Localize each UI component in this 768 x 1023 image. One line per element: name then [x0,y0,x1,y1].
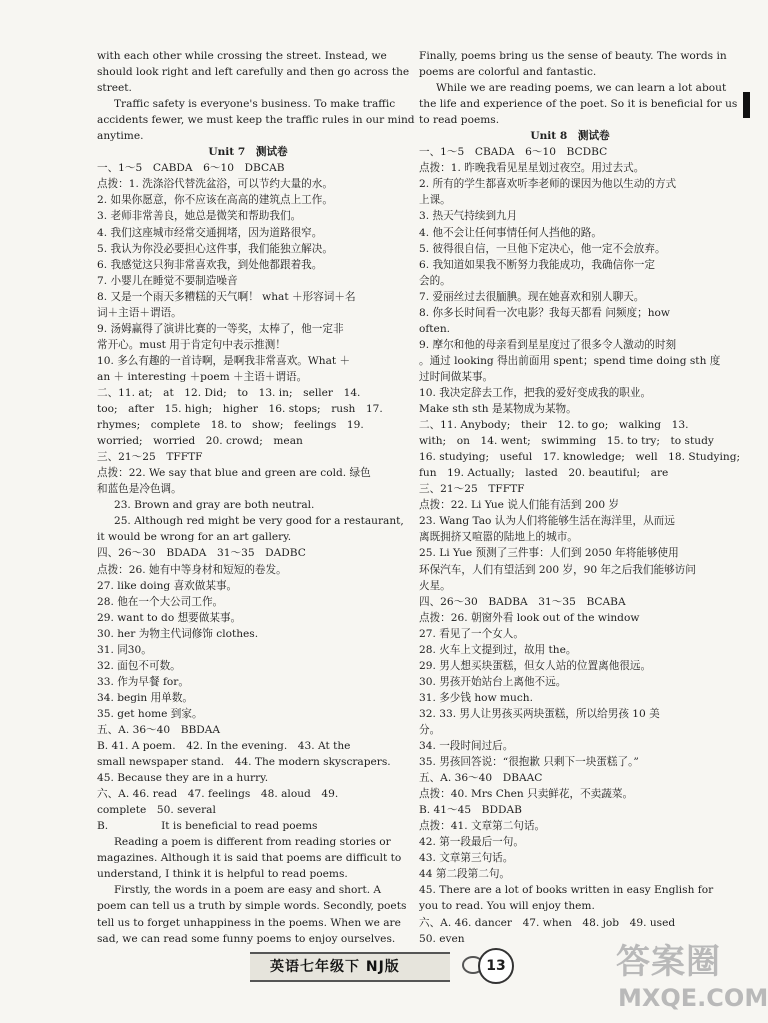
text-line: 常开心。must 用于肯定句中表示推测！ [97,338,286,351]
text-line: 42. 第一段最后一句。 [419,836,524,849]
footer-book-title: 英语七年级下 NJ版 [270,959,400,975]
text-line: 8. 又是一个雨天多糟糕的天气啊！ what ＋形容词＋名 [97,290,356,303]
text-line: 7. 小婴儿在睡觉不要制造噪音 [97,274,238,287]
text-line: Make sth sth 是某物成为某物。 [419,403,577,416]
text-line: 一、1～5 CBADA 6～10 BCDBC [419,146,608,159]
text-line: 29. want to do 想要做某事。 [97,611,242,624]
text-line: 4. 他不会让任何事情任何人挡他的路。 [419,226,602,239]
text-line: 7. 爱丽丝过去很腼腆。现在她喜欢和别人聊天。 [419,290,645,303]
section-heading: Unit 8 测试卷 [530,130,610,143]
text-line: 29. 男人想买块蛋糕，但女人站的位置离他很远。 [419,659,652,672]
text-line: 点拨：22. Li Yue 说人们能有活到 200 岁 [419,499,620,512]
text-line: 过时间做某事。 [419,370,494,383]
text-line: 9. 汤姆赢得了演讲比赛的一等奖，太棒了，他一定非 [97,322,344,335]
text-line: 点拨：40. Mrs Chen 只卖鲜花，不卖蔬菜。 [419,788,634,801]
text-line: 9. 摩尔和他的母亲看到星星度过了很多令人激动的时刻 [419,338,677,351]
text-line: small newspaper stand. 44. The modern skyscrapers. [97,756,391,769]
text-line: Reading a poem is different from reading stories or [113,836,391,849]
text-line: 五、A. 36～40 BBDAA [97,723,221,736]
text-line: 35. 男孩回答说：“很抱歉 只剩下一块蛋糕了。” [419,756,639,769]
text-line: 5. 彼得很自信，一旦他下定决心，他一定不会放弃。 [419,242,666,255]
text-line: 四、26～30 BADBA 31～35 BCABA [419,595,626,608]
text-line: too; after 15. high; higher 16. stops; rush 17. [97,403,383,416]
watermark-text-cn: 答案圈 [616,942,721,982]
text-line: 点拨：1. 洗涤浴代替洗盆浴，可以节约大量的水。 [97,178,333,191]
text-line: 2. 如果你愿意，你不应该在高高的建筑点上工作。 [97,194,333,207]
text-line: 点拨：41. 文章第二句话。 [419,820,546,833]
text-line: 30. 男孩开始站台上离他不远。 [419,675,567,688]
text-line: you to read. You will enjoy them. [419,900,595,913]
text-line: 43. 文章第三句话。 [419,852,514,865]
text-line: 32. 面包不可数。 [97,659,181,672]
text-line: 27. like doing 喜欢做某事。 [97,579,238,592]
text-line: 会的。 [419,274,451,287]
text-line: B. It is beneficial to read poems [97,820,318,833]
right-column [419,48,741,947]
text-line: 离既拥挤又喧嚣的陆地上的城市。 [419,531,578,544]
watermark-logo [612,930,768,1023]
page-edge-mark [743,92,750,118]
text-line: to read poems. [419,114,500,127]
text-line: 2. 所有的学生都喜欢听李老师的课因为他以生动的方式 [419,178,677,191]
text-line: often. [419,322,451,335]
text-line: 28. 他在一个大公司工作。 [97,595,224,608]
text-line: Finally, poems bring us the sense of beauty. The words in [419,50,727,62]
text-line: 35. get home 到家。 [97,707,203,720]
text-line: understand, I think it is helpful to read poems. [97,868,348,881]
text-line: 10. 多么有趣的一首诗啊，是啊我非常喜欢。What ＋ [97,354,351,367]
text-line: 25. Although red might be very good for a restaurant, [113,515,404,528]
text-line: 5. 我认为你没必要担心这件事，我们能独立解决。 [97,242,333,255]
text-line: 31. 同30。 [97,643,152,656]
watermark-text-en: MXQE.COM [618,984,768,1012]
text-line: with each other while crossing the street. Instead, we [97,50,387,62]
text-line: 分。 [419,723,441,736]
text-line: with; on 14. went; swimming 15. to try; to study [419,435,714,448]
text-line: 45. There are a lot of books written in easy English for [419,884,714,897]
text-line: While we are reading poems, we can learn a lot about [435,82,727,95]
text-line: B. 41～45 BDDAB [419,804,522,817]
text-line: complete 50. several [97,804,216,817]
text-line: 27. 看见了一个女人。 [419,627,524,640]
text-line: 3. 老师非常善良，她总是微笑和帮助我们。 [97,210,302,223]
text-line: 火星。 [419,579,451,592]
text-line: 10. 我决定辞去工作，把我的爱好变成我的职业。 [419,386,652,399]
text-line: the life and experience of the poet. So it is beneficial for us [419,98,738,111]
text-line: it would be wrong for an art gallery. [97,531,292,544]
text-line: 32. 33. 男人让男孩买两块蛋糕，所以给男孩 10 美 [419,707,660,720]
text-line: magazines. Although it is said that poems are difficult to [97,852,402,865]
text-line: 点拨：1. 昨晚我看见星星划过夜空。用过去式。 [419,162,645,175]
section-heading: Unit 7 测试卷 [208,146,288,159]
text-line: 点拨：26. 她有中等身材和短短的卷发。 [97,563,287,576]
text-line: 四、26～30 BDADA 31～35 DADBC [97,547,306,560]
text-line: 词＋主语＋谓语。 [97,306,182,319]
text-line: 环保汽车，人们有望活到 200 岁，90 年之后我们能够访问 [419,563,696,576]
text-line: 25. Li Yue 预测了三件事：人们到 2050 年将能够使用 [419,547,679,560]
text-line: 3. 热天气持续到九月 [419,210,518,223]
text-line: sad, we can read some funny poems to enjoy ourselves. [97,932,396,945]
text-line: fun 19. Actually; lasted 20. beautiful; are [419,467,669,480]
text-line: rhymes; complete 18. to show; feelings 19. [97,419,364,432]
text-line: 16. studying; useful 17. knowledge; well 18. Studying; [419,451,741,464]
text-line: 。通过 looking 得出前面用 spent；spend time doing sth 度 [419,354,721,367]
text-line: 34. begin 用单数。 [97,691,194,704]
text-line: an ＋ interesting ＋poem ＋主语＋谓语。 [97,370,308,383]
text-line: 45. Because they are in a hurry. [97,772,269,785]
text-line: tell us to forget unhappiness in the poems. When we are [97,916,401,929]
text-line: should look right and left carefully and then go across the [97,66,410,79]
text-line: 五、A. 36～40 DBAAC [419,772,543,785]
text-line: 六、A. 46. dancer 47. when 48. job 49. used [419,916,676,929]
text-line: Traffic safety is everyone's business. To make traffic [113,98,396,111]
text-line: 23. Brown and gray are both neutral. [113,499,315,512]
text-line: B. 41. A poem. 42. In the evening. 43. At the [97,740,351,753]
text-line: poems are colorful and fantastic. [419,66,597,79]
text-line: 6. 我知道如果我不断努力我能成功，我确信你一定 [419,258,655,271]
text-line: 一、1～5 CABDA 6～10 DBCAB [97,162,285,175]
text-line: 28. 火车上文提到过，故用 the。 [419,643,577,656]
text-line: worried; worried 20. crowd; mean [97,435,303,448]
text-line: 31. 多少钱 how much. [419,691,533,704]
text-line: 44 第二段第二句。 [419,868,511,881]
text-line: 34. 一段时间过后。 [419,740,514,753]
text-line: 三、21～25 TFFTF [97,451,203,464]
text-line: 30. her 为物主代词修饰 clothes. [97,627,259,640]
text-line: 4. 我们这座城市经常交通拥堵，因为道路很窄。 [97,226,323,239]
text-line: 8. 你多长时间看一次电影？我每天都看 问频度；how [419,306,670,319]
left-column [97,48,415,947]
text-line: 和蓝色是冷色调。 [97,483,182,496]
text-line: 50. even [419,932,465,945]
text-line: 二、11. Anybody; their 12. to go; walking 13. [419,419,689,432]
page-number-badge: 13 [478,948,514,984]
text-line: 上课。 [419,194,451,207]
text-line: 点拨：26. 朝窗外看 look out of the window [419,611,640,624]
text-line: 二、11. at; at 12. Did; to 13. in; seller 14. [97,386,361,399]
text-line: 三、21～25 TFFTF [419,483,525,496]
text-line: 6. 我感觉这只狗非常喜欢我，到处他都跟着我。 [97,258,323,271]
text-line: street. [97,82,132,95]
text-line: Firstly, the words in a poem are easy and short. A [113,884,382,897]
text-line: 33. 作为早餐 for。 [97,675,189,688]
text-line: 六、A. 46. read 47. feelings 48. aloud 49. [97,788,339,801]
text-line: anytime. [97,130,144,143]
text-line: poem can tell us a truth by simple words. Secondly, poets [97,900,407,913]
text-line: 23. Wang Tao 认为人们将能够生活在海洋里，从而远 [419,515,675,528]
text-line: accidents fewer, we must keep the traffic rules in our mind [97,114,415,127]
text-line: 点拨：22. We say that blue and green are cold. 绿色 [97,467,371,480]
